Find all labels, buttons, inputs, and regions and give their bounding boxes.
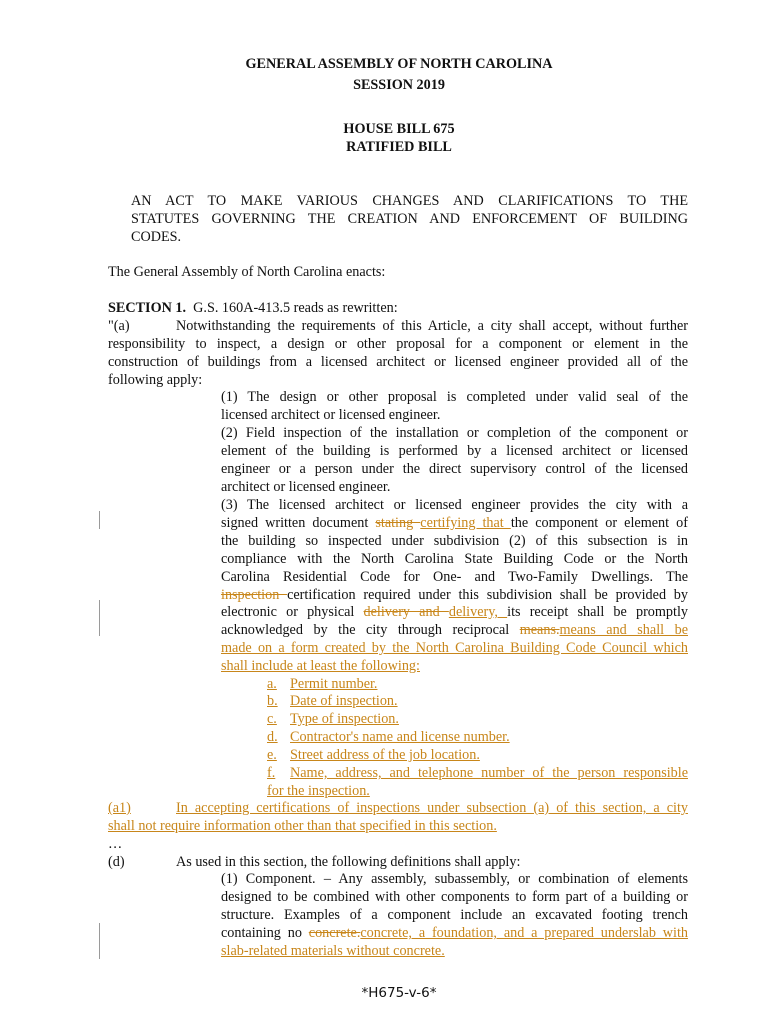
text-run: electronic or physical [221,604,364,620]
inserted-text: concrete, a foundation, and a prepared underslab with [360,925,689,941]
para-d-text: As used in this section, the following definitions shall apply: [176,854,521,870]
item-2-line: engineer or a person under the direct supervisory control of the licensed [221,461,688,477]
text-run: the component or element of [510,515,688,531]
item-3-line: Carolina Residential Code for One- and Two-Family Dwellings. The [221,569,688,585]
para-d-marker: (d) [108,854,125,870]
sub-item-text: Permit number. [290,676,378,692]
item-1-line: (1) The design or other proposal is completed under valid seal of the [221,389,688,405]
item-2-line: architect or licensed engineer. [221,479,391,495]
para-a-line: responsibility to inspect, a design or other proposal for a component or element in the [108,336,688,352]
ellipsis: … [108,836,123,852]
sub-item-text: for the inspection. [267,783,370,799]
enacting-clause: The General Assembly of North Carolina enacts: [108,264,386,280]
para-a1-line: shall not require information other than that specified in this section. [108,818,497,834]
definition-line: (1) Component. – Any assembly, subassembly, or combination of elements [221,871,688,887]
session-heading: SESSION 2019 [353,77,445,93]
item-3-line [221,586,688,604]
sub-item-letter: f. [267,765,276,781]
para-a-line: Notwithstanding the requirements of this Article, a city shall accept, without further [176,318,688,334]
definition-line: structure. Examples of a component include an excavated footing trench [221,907,688,923]
para-a-marker: "(a) [108,318,130,334]
inserted-text: slab-related materials without concrete. [221,943,445,959]
item-2-line: (2) Field inspection of the installation or completion of the component or [221,425,688,441]
item-3-line: the building so inspected under subdivision (2) of this subsection is in [221,533,688,549]
sub-item-text: Contractor's name and license number. [290,729,510,745]
sub-item-text: Date of inspection. [290,693,398,709]
text-run: containing no [221,925,309,941]
deleted-text: concrete. [308,925,361,941]
sub-item-letter: b. [267,693,278,709]
item-3-line [221,603,688,621]
act-title-line: AN ACT TO MAKE VARIOUS CHANGES AND CLARIFICATIONS TO THE [131,193,688,209]
sub-item-letter: e. [267,747,277,763]
assembly-heading: GENERAL ASSEMBLY OF NORTH CAROLINA [245,56,553,72]
text-run: its receipt shall be promptly [507,604,689,620]
para-a1-line: In accepting certifications of inspections under subsection (a) of this section, a city [176,800,688,816]
bill-number: HOUSE BILL 675 [343,121,455,137]
deleted-text: stating [375,515,421,531]
section-text: G.S. 160A-413.5 reads as rewritten: [193,300,398,316]
sub-item-text: Name, address, and telephone number of the person responsible [290,765,688,781]
sub-item-letter: a. [267,676,277,692]
section-label: SECTION 1. [108,300,187,316]
bill-status: RATIFIED BILL [346,139,452,155]
change-bar [99,600,100,636]
deleted-text: delivery and [363,604,449,620]
definition-line [221,924,688,942]
document-footer-code: *H675-v-6* [361,985,437,1001]
section-1-heading [108,299,398,317]
inserted-text: means and shall be [559,622,688,638]
definition-line: designed to be combined with other components to form part of a building or [221,889,688,905]
inserted-text: delivery, [448,604,508,620]
sub-item-letter: c. [267,711,277,727]
text-run: certification required under this subdivision shall be provided by [287,587,688,603]
sub-item-text: Street address of the job location. [290,747,480,763]
para-a-line: construction of buildings from a licensed architect or licensed engineer provided all of the [108,354,688,370]
act-title-line: CODES. [131,229,182,245]
sub-item-text: Type of inspection. [290,711,399,727]
para-a1-marker: (a1) [108,800,131,816]
item-3-line [221,514,688,532]
item-2-line: element of the building is performed by a licensed architect or licensed [221,443,688,459]
para-a-line: following apply: [108,372,203,388]
sub-item-letter: d. [267,729,278,745]
change-bar [99,511,100,529]
item-3-line: (3) The licensed architect or licensed engineer provides the city with a [221,497,688,513]
inserted-text: shall include at least the following: [221,658,420,674]
item-3-line [221,621,688,639]
act-title-line: STATUTES GOVERNING THE CREATION AND ENFORCEMENT OF BUILDING [131,211,688,227]
deleted-text: means. [519,622,560,638]
inserted-text: certifying that [420,515,511,531]
inserted-text: made on a form created by the North Carolina Building Code Council which [221,640,688,656]
text-run: acknowledged by the city through reciprocal [221,622,520,638]
item-3-line: compliance with the North Carolina State Building Code or the North [221,551,688,567]
text-run: signed written document [221,515,376,531]
deleted-text: inspection [221,587,288,603]
change-bar [99,923,100,959]
item-1-line: licensed architect or licensed engineer. [221,407,441,423]
